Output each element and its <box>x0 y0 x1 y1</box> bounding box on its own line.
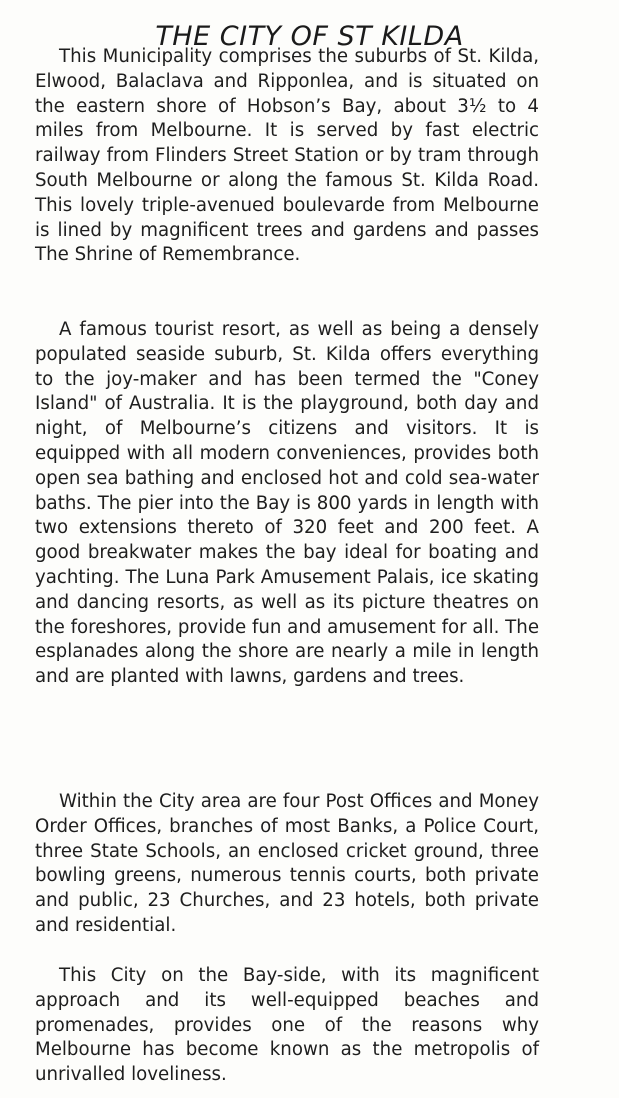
paragraph-conclusion: This City on the Bay-side, with its magnificent approach and its well-equipped beaches and promenades, provides one of the reasons why Melbourne has become known as the metropolis of unrivalled loveliness. <box>35 965 539 1086</box>
paragraph-city-amenities: Within the City area are four Post Offices and Money Order Offices, branches of most Banks, a Police Court, three State Schools, an enclosed cricket ground, three bowling greens, numerous tennis courts, both private and public, 23 Churches, and 23 hotels, both private and residential. <box>35 791 539 936</box>
paragraph-tourist-resort: A famous tourist resort, as well as being a densely populated seaside suburb, St. Kilda offers everything to the joy-maker and has been termed the "Coney Island" of Australia. It is the playground, both day and night, of Melbourne’s citizens and visitors. It is equipped with all modern conveniences, provides both open sea bathing and enclosed hot and cold sea-water baths. The pier into the Bay is 800 yards in length with two extensions thereto of 320 feet and 200 feet. A good breakwater makes the bay ideal for boating and yachting. The Luna Park Amusement Palais, ice skating and dancing resorts, as well as its picture theatres on the foreshores, provide fun and amusement for all. The esplanades along the shore are nearly a mile in length and are planted with lawns, gardens and trees. <box>35 319 540 688</box>
article-title: THE CITY OF ST KILDA <box>155 21 464 53</box>
paragraph-intro: This Municipality comprises the suburbs of St. Kilda, Elwood, Balaclava and Ripponlea, and is situated on the eastern shore of Hobson’s Bay, about 3½ to 4 miles from Melbourne. It is served by fast electric railway from Flinders Street Station or by tram through South Melbourne or along the famous St. Kilda Road. This lovely triple-avenued boulevarde from Melbourne is lined by magnificent trees and gardens and passes The Shrine of Remembrance. <box>35 46 539 266</box>
